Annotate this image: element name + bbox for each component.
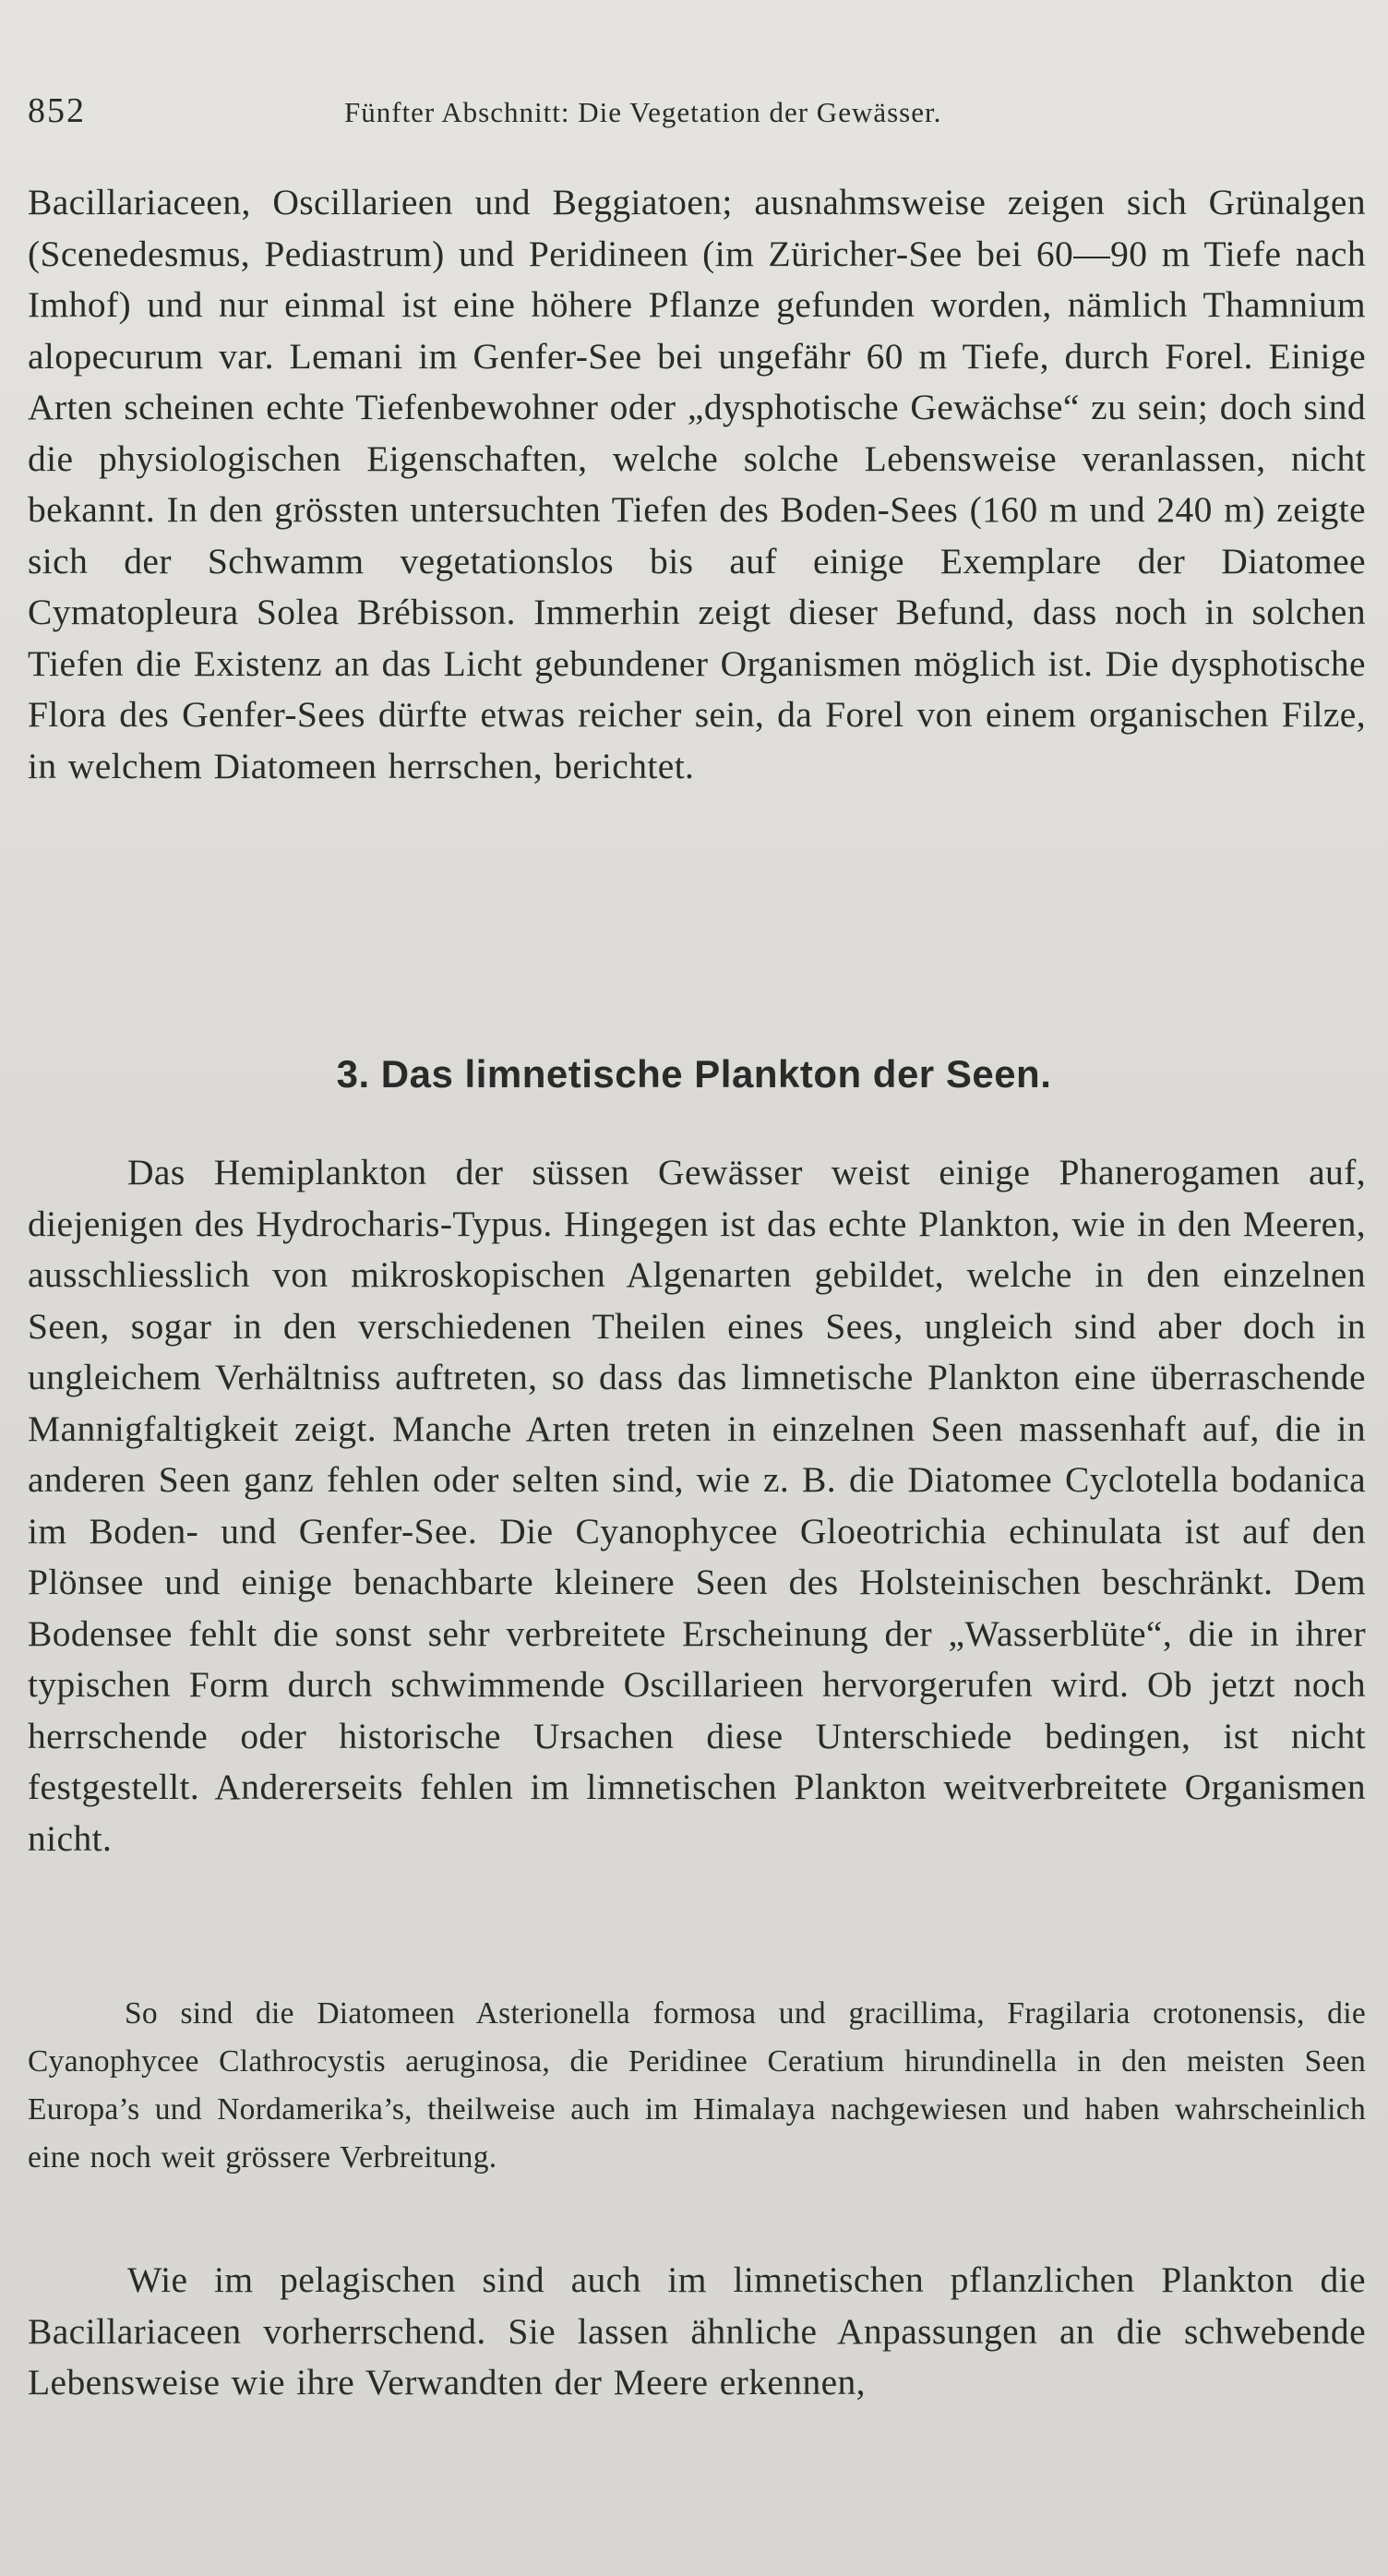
small-print-note: So sind die Diatomeen Asterionella formosa und gracillima, Fragilaria crotonensis, die Cyanophycee Clathrocystis aeruginosa, die Peridinee Ceratium hirundinella in den meisten Seen Europa’s und Nordamerika’s, theilweise auch im Himalaya nachgewiesen und haben wahrscheinlich eine noch weit grössere Verbreitung. <box>28 1996 1366 2175</box>
continuation-paragraph: Bacillariaceen, Oscillarieen und Beggiatoen; ausnahmsweise zeigen sich Grünalgen (Scenedesmus, Pediastrum) und Peridineen (im Züricher-See bei 60—90 m Tiefe nach Imhof) und nur einmal ist eine höhere Pflanze gefunden worden, nämlich Thamnium alopecurum var. Lemani im Genfer-See bei ungefähr 60 m Tiefe, durch Forel. Einige Arten scheinen echte Tiefenbewohner oder „dysphotische Gewächse“ zu sein; doch sind die physiologischen Eigenschaften, welche solche Lebensweise veranlassen, nicht bekannt. In den grössten untersuchten Tiefen des Boden-Sees (160 m und 240 m) zeigte sich der Schwamm vegetationslos bis auf einige Exemplare der Diatomee Cymatopleura Solea Brébisson. Immerhin zeigt dieser Befund, dass noch in solchen Tiefen die Existenz an das Licht gebundener Organismen möglich ist. Die dysphotische Flora des Genfer-Sees dürfte etwas reicher sein, da Forel von einem organischen Filze, in welchem Diatomeen herrschen, berichtet. <box>28 182 1366 786</box>
closing-paragraph: Wie im pelagischen sind auch im limnetischen pflanzlichen Plankton die Bacillariaceen vorherrschend. Sie lassen ähnliche Anpassungen an die schwebende Lebensweise wie ihre Verwandten der Meere erkennen, <box>28 2259 1366 2402</box>
running-head-title: Fünfter Abschnitt: Die Vegetation der Gewässer. <box>344 96 942 128</box>
page-number: 852 <box>28 91 86 130</box>
section-intro-paragraph: Das Hemiplankton der süssen Gewässer weist einige Phanerogamen auf, diejenigen des Hydrocharis-Typus. Hingegen ist das echte Plankton, wie in den Meeren, ausschliesslich von mikroskopischen Algenarten gebildet, welche in den einzelnen Seen, sogar in den verschiedenen Theilen eines Sees, ungleich sind aber doch in ungleichem Verhältniss auftreten, so dass das limnetische Plankton eine überraschende Mannigfaltigkeit zeigt. Manche Arten treten in einzelnen Seen massenhaft auf, die in anderen Seen ganz fehlen oder selten sind, wie z. B. die Diatomee Cyclotella bodanica im Boden- und Genfer-See. Die Cyanophycee Gloeotrichia echinulata ist auf den Plönsee und einige benachbarte kleinere Seen des Holsteinischen beschränkt. Dem Bodensee fehlt die sonst sehr verbreitete Erscheinung der „Wasserblüte“, die in ihrer typischen Form durch schwimmende Oscillarieen hervorgerufen wird. Ob jetzt noch herrschende oder historische Ursachen diese Unterschiede bedingen, ist nicht festgestellt. Andererseits fehlen im limnetischen Plankton weitverbreitete Organismen nicht. <box>28 1152 1366 1859</box>
section-heading: 3. Das limnetische Plankton der Seen. <box>336 1052 1052 1096</box>
running-head <box>28 90 1052 137</box>
